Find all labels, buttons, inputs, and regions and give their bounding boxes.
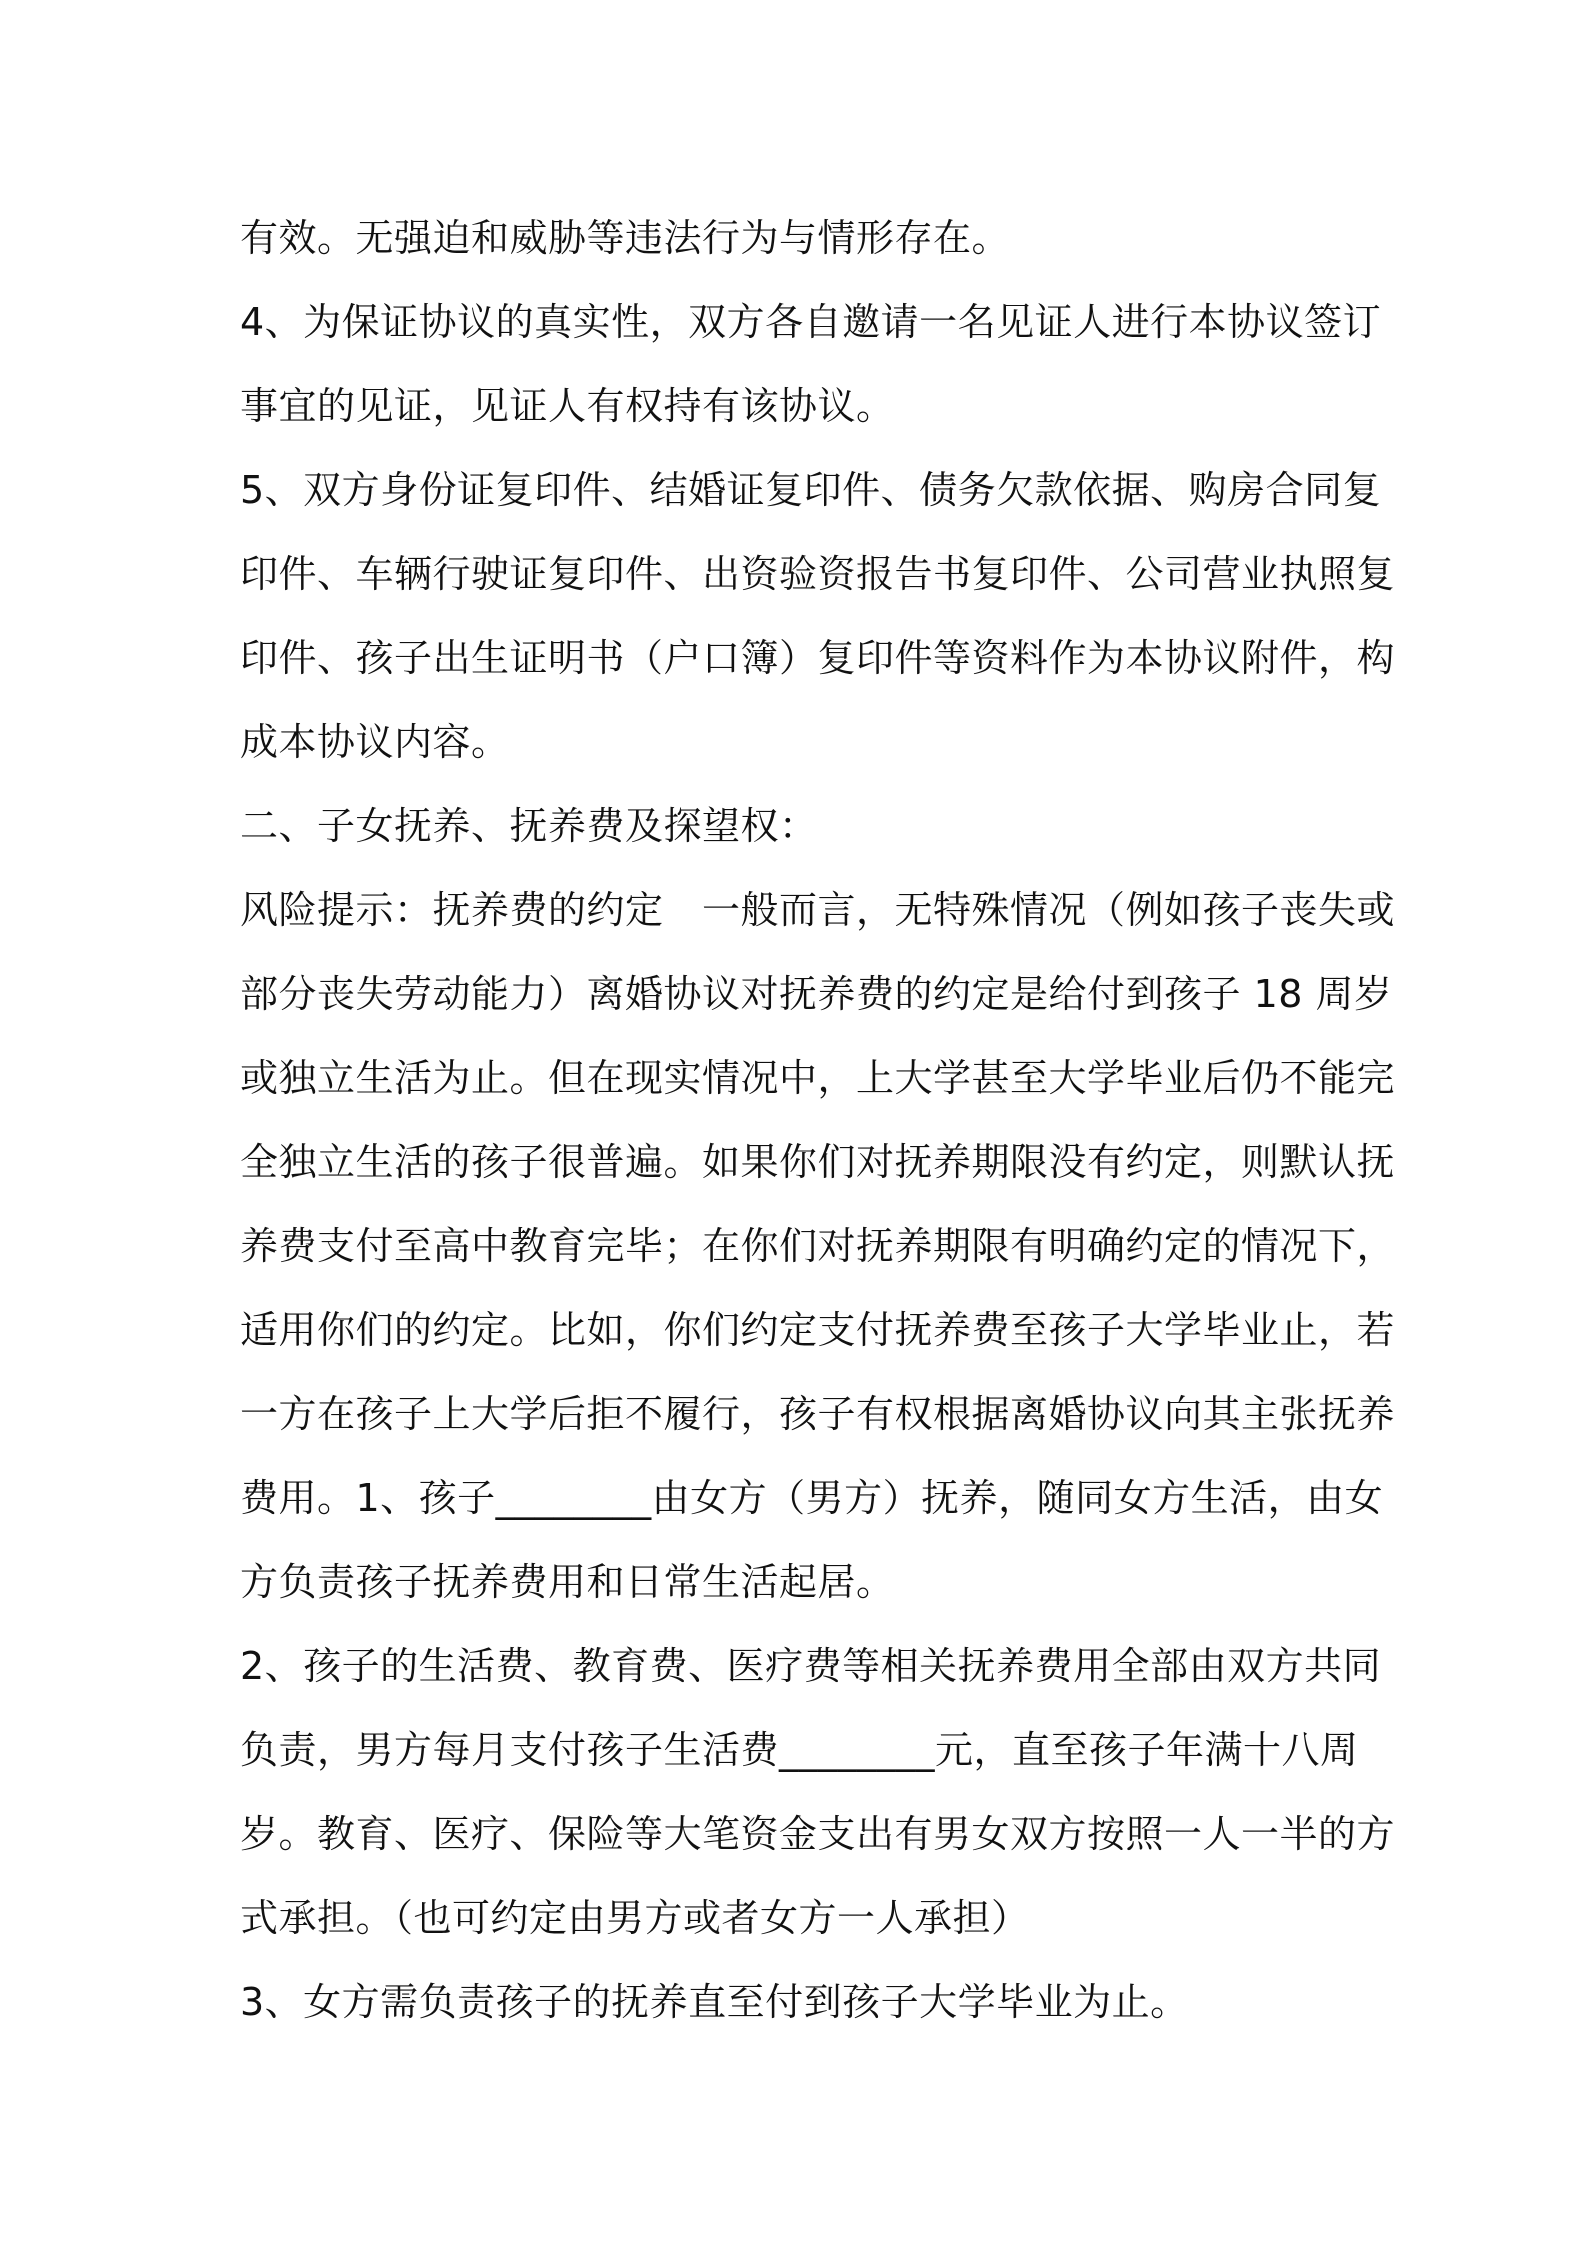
text-line-6: 印件、孩子出生证明书（户口簿）复印件等资料作为本协议附件，构 <box>240 636 1396 680</box>
text-line-2: 4、为保证协议的真实性，双方各自邀请一名见证人进行本协议签订 <box>240 300 1382 344</box>
text-line-1: 有效。无强迫和威胁等违法行为与情形存在。 <box>240 216 1011 260</box>
text-line-14: 适用你们的约定。比如，你们约定支付抚养费至孩子大学毕业止，若 <box>240 1308 1396 1352</box>
text-line-21: 式承担。（也可约定由男方或者女方一人承担） <box>240 1896 1030 1940</box>
text-line-7: 成本协议内容。 <box>240 720 510 764</box>
text-line-19: 负责，男方每月支付孩子生活费________元，直至孩子年满十八周 <box>240 1728 1359 1772</box>
document-body <box>240 196 1396 2044</box>
section-heading: 二、子女抚养、抚养费及探望权： <box>240 804 818 848</box>
text-line-16: 费用。1、孩子________由女方（男方）抚养，随同女方生活，由女 <box>240 1476 1384 1520</box>
text-line-15: 一方在孩子上大学后拒不履行，孩子有权根据离婚协议向其主张抚养 <box>240 1392 1396 1436</box>
text-line-11: 或独立生活为止。但在现实情况中，上大学甚至大学毕业后仍不能完 <box>240 1056 1396 1100</box>
text-line-20: 岁。教育、医疗、保险等大笔资金支出有男女双方按照一人一半的方 <box>240 1812 1396 1856</box>
text-line-3: 事宜的见证，见证人有权持有该协议。 <box>240 384 895 428</box>
text-line-22: 3、女方需负责孩子的抚养直至付到孩子大学毕业为止。 <box>240 1980 1189 2024</box>
text-line-4: 5、双方身份证复印件、结婚证复印件、债务欠款依据、购房合同复 <box>240 468 1382 512</box>
text-line-13: 养费支付至高中教育完毕；在你们对抚养期限有明确约定的情况下， <box>240 1224 1396 1268</box>
text-line-5: 印件、车辆行驶证复印件、出资验资报告书复印件、公司营业执照复 <box>240 552 1396 596</box>
text-line-12: 全独立生活的孩子很普遍。如果你们对抚养期限没有约定，则默认抚 <box>240 1140 1396 1184</box>
text-line-17: 方负责孩子抚养费用和日常生活起居。 <box>240 1560 895 1604</box>
text-line-18: 2、孩子的生活费、教育费、医疗费等相关抚养费用全部由双方共同 <box>240 1644 1382 1688</box>
text-line-9: 风险提示：抚养费的约定 一般而言，无特殊情况（例如孩子丧失或 <box>240 888 1396 932</box>
text-line-10: 部分丧失劳动能力）离婚协议对抚养费的约定是给付到孩子 18 周岁 <box>240 972 1393 1016</box>
